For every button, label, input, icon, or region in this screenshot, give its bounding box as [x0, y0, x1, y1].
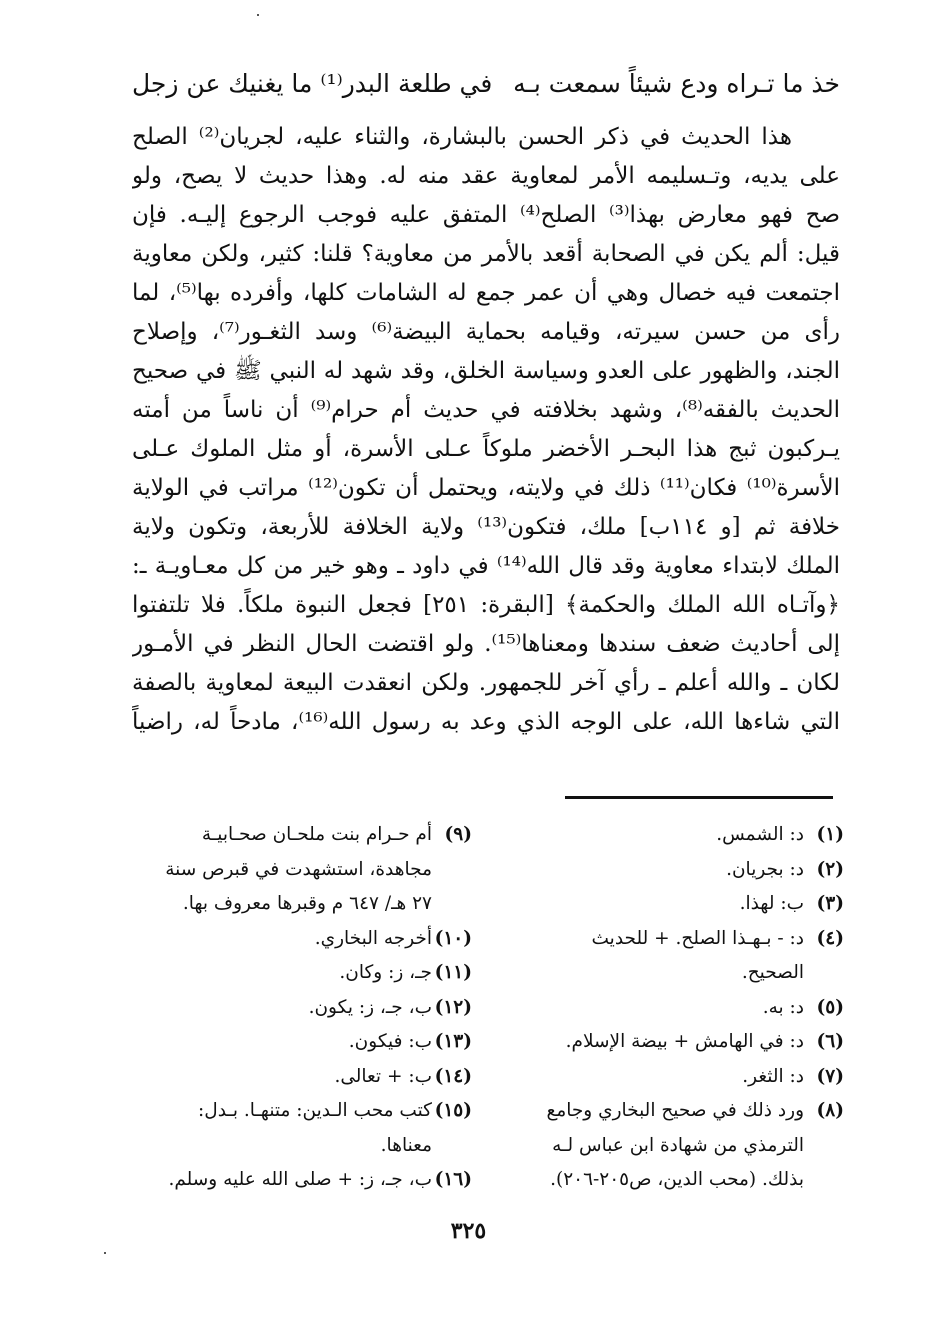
footnote-text: ٢٧ هـ/ ٦٤٧ م وقبرها معروف بها.	[182, 893, 432, 914]
text-line: الجند، والظهور على العدو وسياسة الخلق، وقد شهد له النبي ﷺ في صحيح	[132, 358, 840, 384]
footnote	[132, 1060, 472, 1095]
footnote-number: (١٥)	[434, 1100, 472, 1121]
footnote	[504, 1060, 844, 1095]
footnote-number: (٨)	[816, 1100, 844, 1121]
text-line: هذا الحديث في ذكر الحسن بالبشارة، والثناء عليه، لجريان⁽²⁾ الصلح	[132, 124, 793, 150]
page-number: ٣٢٥	[450, 1218, 487, 1244]
footnote-text: د: به.	[762, 996, 804, 1018]
scan-speck	[257, 14, 259, 16]
text-line: قيل: ألم يكن في الصحابة أقعد بالأمر من معاوية؟ قلنا: كثير، ولكن معاوية	[132, 241, 840, 267]
footnote-number: (٣)	[816, 893, 844, 914]
footnote-text: أم حـرام بنت ملحـان صحـابيـة	[201, 824, 432, 845]
footnote-text: الترمذي من شهادة ابن عباس لـه	[552, 1134, 804, 1156]
footnote-number: (١)	[816, 824, 844, 845]
text-line: التي شاءها الله، على الوجه الذي وعد به رسول الله⁽¹⁶⁾، مادحاً له، راضياً	[132, 709, 840, 735]
text-line: يـركبون ثبج هذا البحـر الأخضر ملوكاً عـلى الأسرة، أو مثل الملوك عـلى	[132, 436, 840, 462]
footnote-number: (١٤)	[434, 1065, 472, 1087]
footnote	[504, 922, 844, 957]
footnote	[132, 956, 472, 991]
footnote-continuation	[132, 1129, 472, 1164]
footnote	[504, 1094, 844, 1129]
verse-right-hemistich: خذ ما تـراه ودع شيئاً سمعت بـه	[513, 69, 840, 98]
text-line: رأى من حسن سيرته، وقيامه بحماية البيضة⁽⁶⁾ وسد الثغـور⁽⁷⁾، وإصلاح	[132, 319, 840, 345]
footnote-number: (٦)	[816, 1031, 844, 1052]
footnote	[504, 887, 844, 922]
footnote-continuation	[132, 853, 472, 888]
text-line: اجتمعت فيه خصال وهي أن عمر جمع له الشامات كلها، وأفرده بها⁽⁵⁾، لما	[132, 280, 840, 306]
footnote-text: ب: + تعالى.	[334, 1065, 432, 1087]
verse-left-hemistich: في طلعة البدر⁽¹⁾ ما يغنيك عن زجل	[132, 69, 493, 98]
footnote-text: بذلك. (محب الدين، ص٢٠٥-٢٠٦).	[550, 1169, 804, 1190]
footnote	[504, 1025, 844, 1060]
text-line: لكان ـ والله أعلم ـ رأي آخر للجمهور. ولكن انعقدت البيعة لمعاوية بالصفة	[132, 670, 840, 696]
footnote-text: جـ، ز: وكان.	[339, 962, 432, 983]
footnote-text: ورد ذلك في صحيح البخاري وجامع	[546, 1100, 804, 1121]
footnote-number: (١٠)	[434, 927, 472, 949]
footnotes	[132, 818, 844, 1198]
footnote-text: ب، جـ، ز: يكون.	[308, 996, 432, 1018]
footnote-text: ب: لهذا.	[739, 893, 804, 914]
text-line: ﴿وآتـاه الله الملك والحكمة﴾ [البقرة: ٢٥١] فجعل النبوة ملكاً. فلا تلتفتوا	[132, 592, 840, 618]
footnote-text: د: بجريان.	[726, 858, 804, 880]
text-line: إلى أحاديث ضعف سندها ومعناها⁽¹⁵⁾. ولو اقتضت الحال النظر في الأمـور	[132, 631, 840, 657]
footnote-continuation	[504, 1163, 844, 1198]
footnote-text: مجاهدة، استشهدت في قبرص سنة	[165, 858, 432, 880]
footnote-number: (٩)	[444, 824, 472, 845]
footnote	[132, 1094, 472, 1129]
footnote-number: (١٢)	[434, 996, 472, 1018]
footnote-text: د: - بـهـذا الصلح. + للحديث	[591, 927, 804, 949]
scan-speck	[104, 1252, 106, 1254]
footnote-text: د: الثغر.	[742, 1065, 804, 1087]
footnote	[132, 991, 472, 1026]
footnote-continuation	[504, 956, 844, 991]
footnote-continuation	[132, 887, 472, 922]
text-line: الأسرة⁽¹⁰⁾ فكان⁽¹¹⁾ ذلك في ولايته، ويحتمل أن تكون⁽¹²⁾ مراتب في الولاية	[132, 475, 840, 501]
footnote-text: معناها.	[380, 1134, 432, 1156]
footnote-text: ب، جـ، ز: + صلى الله عليه وسلم.	[168, 1169, 432, 1190]
footnote-number: (٢)	[816, 858, 844, 880]
footnote	[132, 818, 472, 853]
footnote	[132, 922, 472, 957]
text-line: على يديه، وتـسليمه الأمر لمعاوية عقد منه له. وهذا حديث لا يصح، ولو	[132, 163, 840, 189]
footnote-text: أخرجه البخاري.	[314, 927, 432, 949]
footnote-number: (٧)	[816, 1065, 844, 1087]
footnote	[504, 818, 844, 853]
footnote	[504, 991, 844, 1026]
footnotes-left-column	[132, 818, 472, 1198]
poetry-verse	[132, 62, 840, 106]
footnotes-right-column	[504, 818, 844, 1198]
footnote	[504, 853, 844, 888]
footnote-number: (٤)	[816, 927, 844, 949]
footnote-text: الصحيح.	[741, 962, 804, 983]
text-line: الحديث بالفقه⁽⁸⁾، وشهد بخلافته في حديث أم حرام⁽⁹⁾ أن ناساً من أمته	[132, 397, 840, 423]
footnote-continuation	[504, 1129, 844, 1164]
footnote-number: (١٦)	[434, 1169, 472, 1190]
text-line: خلافة ثم [و ١١٤ب] ملك، فتكون⁽¹³⁾ ولاية الخلافة للأربعة، وتكون ولاية	[132, 514, 840, 540]
footnote-text: د: الشمس.	[716, 824, 804, 845]
footnote-separator	[565, 796, 833, 799]
footnote-number: (١٣)	[434, 1031, 472, 1052]
footnote-text: د: في الهامش + بيضة الإسلام.	[565, 1031, 804, 1052]
footnote-text: كتب محب الـدين: متنهـا. بـدل:	[198, 1100, 432, 1121]
text-line: صح فهو معارض بهذا⁽³⁾ الصلح⁽⁴⁾ المتفق عليه فوجب الرجوع إليـه. فإن	[132, 202, 840, 228]
footnote-text: ب: فيكون.	[348, 1031, 432, 1052]
text-line: الملك لابتداء معاوية وقد قال الله⁽¹⁴⁾ في داود ـ وهو خير من كل معـاويـة ـ:	[132, 553, 840, 579]
footnote-number: (١١)	[434, 962, 472, 983]
footnote	[132, 1163, 472, 1198]
footnote	[132, 1025, 472, 1060]
main-text	[132, 118, 840, 742]
footnote-number: (٥)	[816, 996, 844, 1018]
